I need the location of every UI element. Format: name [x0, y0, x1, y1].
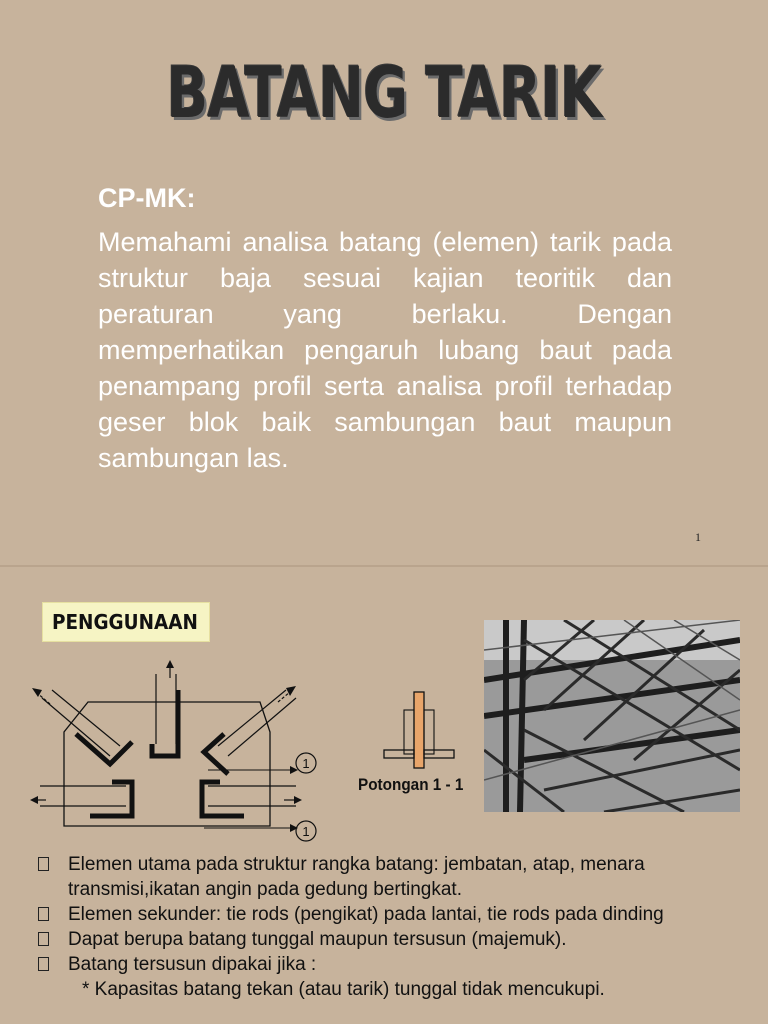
usage-bullet-list: [34, 852, 734, 1002]
page-number: 1: [695, 530, 701, 544]
gusset-plate: [64, 702, 270, 826]
slide-title: BATANG TARIK: [166, 52, 602, 134]
cross-section-profile: [380, 690, 460, 770]
cpmk-description: Memahami analisa batang (elemen) tarik pada struktur baja sesuai kajian teoritik dan peraturan yang berlaku. Dengan memperhatikan pengaruh lubang baut pada penampang profil serta analisa profil terhadap geser blok baik sambungan baut maupun sambungan las.: [98, 227, 672, 473]
list-item: Batang tersusun dipakai jika :: [34, 952, 734, 977]
penggunaan-badge: [42, 602, 210, 642]
bullet-box-icon: [38, 957, 49, 971]
sub-bullet: * Kapasitas batang tekan (atau tarik) tunggal tidak mencukupi.: [82, 979, 605, 1000]
bullet-box-icon: [38, 932, 49, 946]
cpmk-label: CP-MK:: [98, 183, 196, 213]
potongan-label: Potongan 1 - 1: [358, 775, 464, 794]
bullet-box-icon: [38, 907, 49, 921]
list-item: Elemen sekunder: tie rods (pengikat) pada lantai, tie rods pada dinding: [34, 902, 734, 927]
connection-diagram: [28, 660, 348, 850]
section-marker-bottom-label: 1: [302, 824, 310, 839]
bullet-box-icon: [38, 857, 49, 871]
list-item: Elemen utama pada struktur rangka batang: jembatan, atap, menara transmisi,ikatan angin pada gedung bertingkat.: [34, 852, 734, 902]
steel-roof-truss-photo: [484, 620, 740, 812]
section-marker-top-label: 1: [302, 756, 310, 771]
list-item: Dapat berupa batang tunggal maupun tersusun (majemuk).: [34, 927, 734, 952]
badge-label: PENGGUNAAN: [52, 610, 198, 634]
